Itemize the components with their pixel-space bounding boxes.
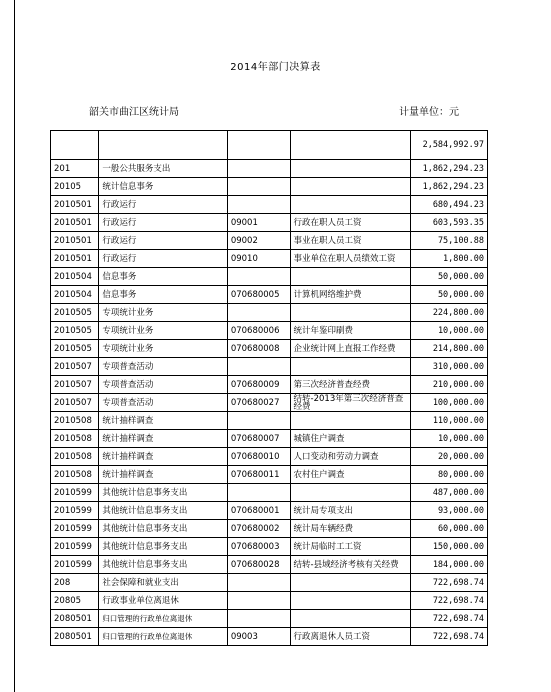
cell-name: 归口管理的行政单位离退休 <box>99 610 228 628</box>
cell-amount: 150,000.00 <box>410 538 487 556</box>
cell-eco-code: 070680010 <box>227 448 290 466</box>
cell-code: 2080501 <box>51 610 99 628</box>
cell-amount: 722,698.74 <box>410 610 487 628</box>
cell-eco-code <box>227 610 290 628</box>
cell-amount: 50,000.00 <box>410 268 487 286</box>
cell-name <box>99 131 228 160</box>
cell-name: 统计抽样调查 <box>99 466 228 484</box>
page-left-rule <box>14 0 15 692</box>
cell-amount: 93,000.00 <box>410 502 487 520</box>
cell-code: 2010505 <box>51 304 99 322</box>
cell-amount: 100,000.00 <box>410 394 487 412</box>
cell-code: 2010508 <box>51 430 99 448</box>
cell-code: 208 <box>51 574 99 592</box>
cell-code: 2010507 <box>51 394 99 412</box>
total-amount: 2,584,992.97 <box>410 131 487 160</box>
cell-code: 2010599 <box>51 520 99 538</box>
cell-eco-code <box>227 574 290 592</box>
cell-code: 2010505 <box>51 322 99 340</box>
cell-code: 2010508 <box>51 412 99 430</box>
cell-code: 2010501 <box>51 232 99 250</box>
cell-name: 归口管理的行政单位离退休 <box>99 628 228 646</box>
cell-item: 第三次经济普查经费 <box>290 376 410 394</box>
cell-amount: 680,494.23 <box>410 196 487 214</box>
cell-name: 行政运行 <box>99 196 228 214</box>
cell-item: 统计局车辆经费 <box>290 520 410 538</box>
budget-table-body <box>51 131 488 646</box>
cell-amount: 10,000.00 <box>410 430 487 448</box>
cell-name: 统计抽样调查 <box>99 448 228 466</box>
cell-code: 2010501 <box>51 196 99 214</box>
table-row <box>51 268 488 286</box>
cell-eco-code: 09001 <box>227 214 290 232</box>
cell-eco-code: 070680009 <box>227 376 290 394</box>
cell-amount: 10,000.00 <box>410 322 487 340</box>
cell-eco-code: 070680011 <box>227 466 290 484</box>
cell-name: 专项统计业务 <box>99 340 228 358</box>
cell-name: 行政运行 <box>99 250 228 268</box>
cell-amount: 603,593.35 <box>410 214 487 232</box>
cell-item <box>290 160 410 178</box>
cell-eco-code: 070680006 <box>227 322 290 340</box>
table-row <box>51 304 488 322</box>
cell-code: 2010501 <box>51 250 99 268</box>
table-row <box>51 412 488 430</box>
cell-code: 2010508 <box>51 466 99 484</box>
cell-amount: 487,000.00 <box>410 484 487 502</box>
cell-eco-code <box>227 358 290 376</box>
cell-eco-code <box>227 412 290 430</box>
table-row <box>51 196 488 214</box>
document-title: 2014年部门决算表 <box>230 62 321 73</box>
cell-name: 其他统计信息事务支出 <box>99 484 228 502</box>
cell-item: 人口变动和劳动力调查 <box>290 448 410 466</box>
total-row <box>51 131 488 160</box>
cell-item <box>290 304 410 322</box>
table-row <box>51 286 488 304</box>
cell-item <box>290 574 410 592</box>
cell-name: 其他统计信息事务支出 <box>99 520 228 538</box>
cell-amount: 1,862,294.23 <box>410 160 487 178</box>
cell-eco-code <box>227 268 290 286</box>
cell-code: 2010504 <box>51 268 99 286</box>
table-row <box>51 592 488 610</box>
cell-amount: 1,862,294.23 <box>410 178 487 196</box>
cell-item <box>290 178 410 196</box>
cell-item: 事业在职人员工资 <box>290 232 410 250</box>
cell-amount: 20,000.00 <box>410 448 487 466</box>
cell-code: 201 <box>51 160 99 178</box>
table-row <box>51 394 488 412</box>
cell-code: 2010501 <box>51 214 99 232</box>
cell-code: 20805 <box>51 592 99 610</box>
cell-eco-code <box>227 178 290 196</box>
table-row <box>51 628 488 646</box>
cell-name: 信息事务 <box>99 286 228 304</box>
cell-amount: 722,698.74 <box>410 592 487 610</box>
cell-amount: 184,000.00 <box>410 556 487 574</box>
cell-item <box>290 592 410 610</box>
table-row <box>51 430 488 448</box>
cell-item <box>290 196 410 214</box>
cell-code: 2010507 <box>51 376 99 394</box>
cell-item: 事业单位在职人员绩效工资 <box>290 250 410 268</box>
cell-item: 农村住户调查 <box>290 466 410 484</box>
cell-eco-code: 070680003 <box>227 538 290 556</box>
cell-name: 统计信息事务 <box>99 178 228 196</box>
cell-code: 2010505 <box>51 340 99 358</box>
cell-eco-code: 070680008 <box>227 340 290 358</box>
cell-eco-code: 070680027 <box>227 394 290 412</box>
cell-eco-code <box>227 484 290 502</box>
cell-name: 专项普查活动 <box>99 376 228 394</box>
cell-item: 统计局临时工工资 <box>290 538 410 556</box>
table-row <box>51 250 488 268</box>
cell-eco-code <box>227 196 290 214</box>
cell-item: 行政离退休人员工资 <box>290 628 410 646</box>
cell-eco-code: 070680001 <box>227 502 290 520</box>
cell-amount: 722,698.74 <box>410 574 487 592</box>
cell-code: 20105 <box>51 178 99 196</box>
cell-item: 统计年鉴印刷费 <box>290 322 410 340</box>
cell-name: 信息事务 <box>99 268 228 286</box>
cell-amount: 210,000.00 <box>410 376 487 394</box>
cell-item <box>290 412 410 430</box>
cell-eco-code: 09002 <box>227 232 290 250</box>
cell-code: 2010599 <box>51 484 99 502</box>
cell-amount: 110,000.00 <box>410 412 487 430</box>
table-row <box>51 448 488 466</box>
cell-item: 计算机网络维护费 <box>290 286 410 304</box>
cell-name: 一般公共服务支出 <box>99 160 228 178</box>
cell-code: 2010599 <box>51 556 99 574</box>
cell-amount: 310,000.00 <box>410 358 487 376</box>
cell-code: 2010504 <box>51 286 99 304</box>
cell-name: 行政运行 <box>99 232 228 250</box>
cell-name: 其他统计信息事务支出 <box>99 538 228 556</box>
cell-item <box>290 358 410 376</box>
table-row <box>51 358 488 376</box>
cell-name: 其他统计信息事务支出 <box>99 556 228 574</box>
table-row <box>51 232 488 250</box>
cell-eco-code: 070680002 <box>227 520 290 538</box>
cell-eco-code: 09003 <box>227 628 290 646</box>
cell-name: 行政事业单位离退休 <box>99 592 228 610</box>
cell-amount: 1,800.00 <box>410 250 487 268</box>
cell-item: 统计局专项支出 <box>290 502 410 520</box>
cell-name: 统计抽样调查 <box>99 430 228 448</box>
cell-code: 2010507 <box>51 358 99 376</box>
cell-item <box>290 610 410 628</box>
table-row <box>51 484 488 502</box>
cell-name: 专项统计业务 <box>99 304 228 322</box>
cell-amount: 722,698.74 <box>410 628 487 646</box>
cell-item <box>290 131 410 160</box>
cell-item: 结转-2013年第三次经济普查经费 <box>290 394 410 412</box>
cell-amount: 50,000.00 <box>410 286 487 304</box>
cell-code: 2010508 <box>51 448 99 466</box>
table-row <box>51 538 488 556</box>
cell-item <box>290 484 410 502</box>
table-row <box>51 322 488 340</box>
cell-code: 2010599 <box>51 502 99 520</box>
budget-table <box>50 130 488 646</box>
table-row <box>51 178 488 196</box>
cell-name: 专项统计业务 <box>99 322 228 340</box>
table-row <box>51 214 488 232</box>
cell-amount: 224,800.00 <box>410 304 487 322</box>
cell-eco-code: 070680005 <box>227 286 290 304</box>
cell-name: 其他统计信息事务支出 <box>99 502 228 520</box>
cell-amount: 75,100.88 <box>410 232 487 250</box>
table-row <box>51 340 488 358</box>
cell-item: 结转-县域经济考核有关经费 <box>290 556 410 574</box>
cell-amount: 60,000.00 <box>410 520 487 538</box>
cell-name: 专项普查活动 <box>99 358 228 376</box>
cell-name: 专项普查活动 <box>99 394 228 412</box>
cell-item: 行政在职人员工资 <box>290 214 410 232</box>
cell-eco-code <box>227 131 290 160</box>
department-name: 韶关市曲江区统计局 <box>89 107 179 118</box>
table-row <box>51 466 488 484</box>
cell-item <box>290 268 410 286</box>
cell-item: 企业统计网上直报工作经费 <box>290 340 410 358</box>
cell-name: 行政运行 <box>99 214 228 232</box>
table-row <box>51 160 488 178</box>
table-row <box>51 520 488 538</box>
cell-amount: 214,800.00 <box>410 340 487 358</box>
cell-amount: 80,000.00 <box>410 466 487 484</box>
table-row <box>51 376 488 394</box>
cell-name: 社会保障和就业支出 <box>99 574 228 592</box>
cell-code <box>51 131 99 160</box>
cell-eco-code <box>227 592 290 610</box>
table-row <box>51 502 488 520</box>
cell-name: 统计抽样调查 <box>99 412 228 430</box>
unit-of-measure-label: 计量单位：元 <box>399 107 459 118</box>
cell-code: 2080501 <box>51 628 99 646</box>
table-row <box>51 556 488 574</box>
cell-item: 城镇住户调查 <box>290 430 410 448</box>
cell-eco-code <box>227 304 290 322</box>
cell-eco-code: 070680007 <box>227 430 290 448</box>
cell-eco-code <box>227 160 290 178</box>
table-row <box>51 574 488 592</box>
cell-eco-code: 09010 <box>227 250 290 268</box>
table-row <box>51 610 488 628</box>
cell-code: 2010599 <box>51 538 99 556</box>
cell-eco-code: 070680028 <box>227 556 290 574</box>
